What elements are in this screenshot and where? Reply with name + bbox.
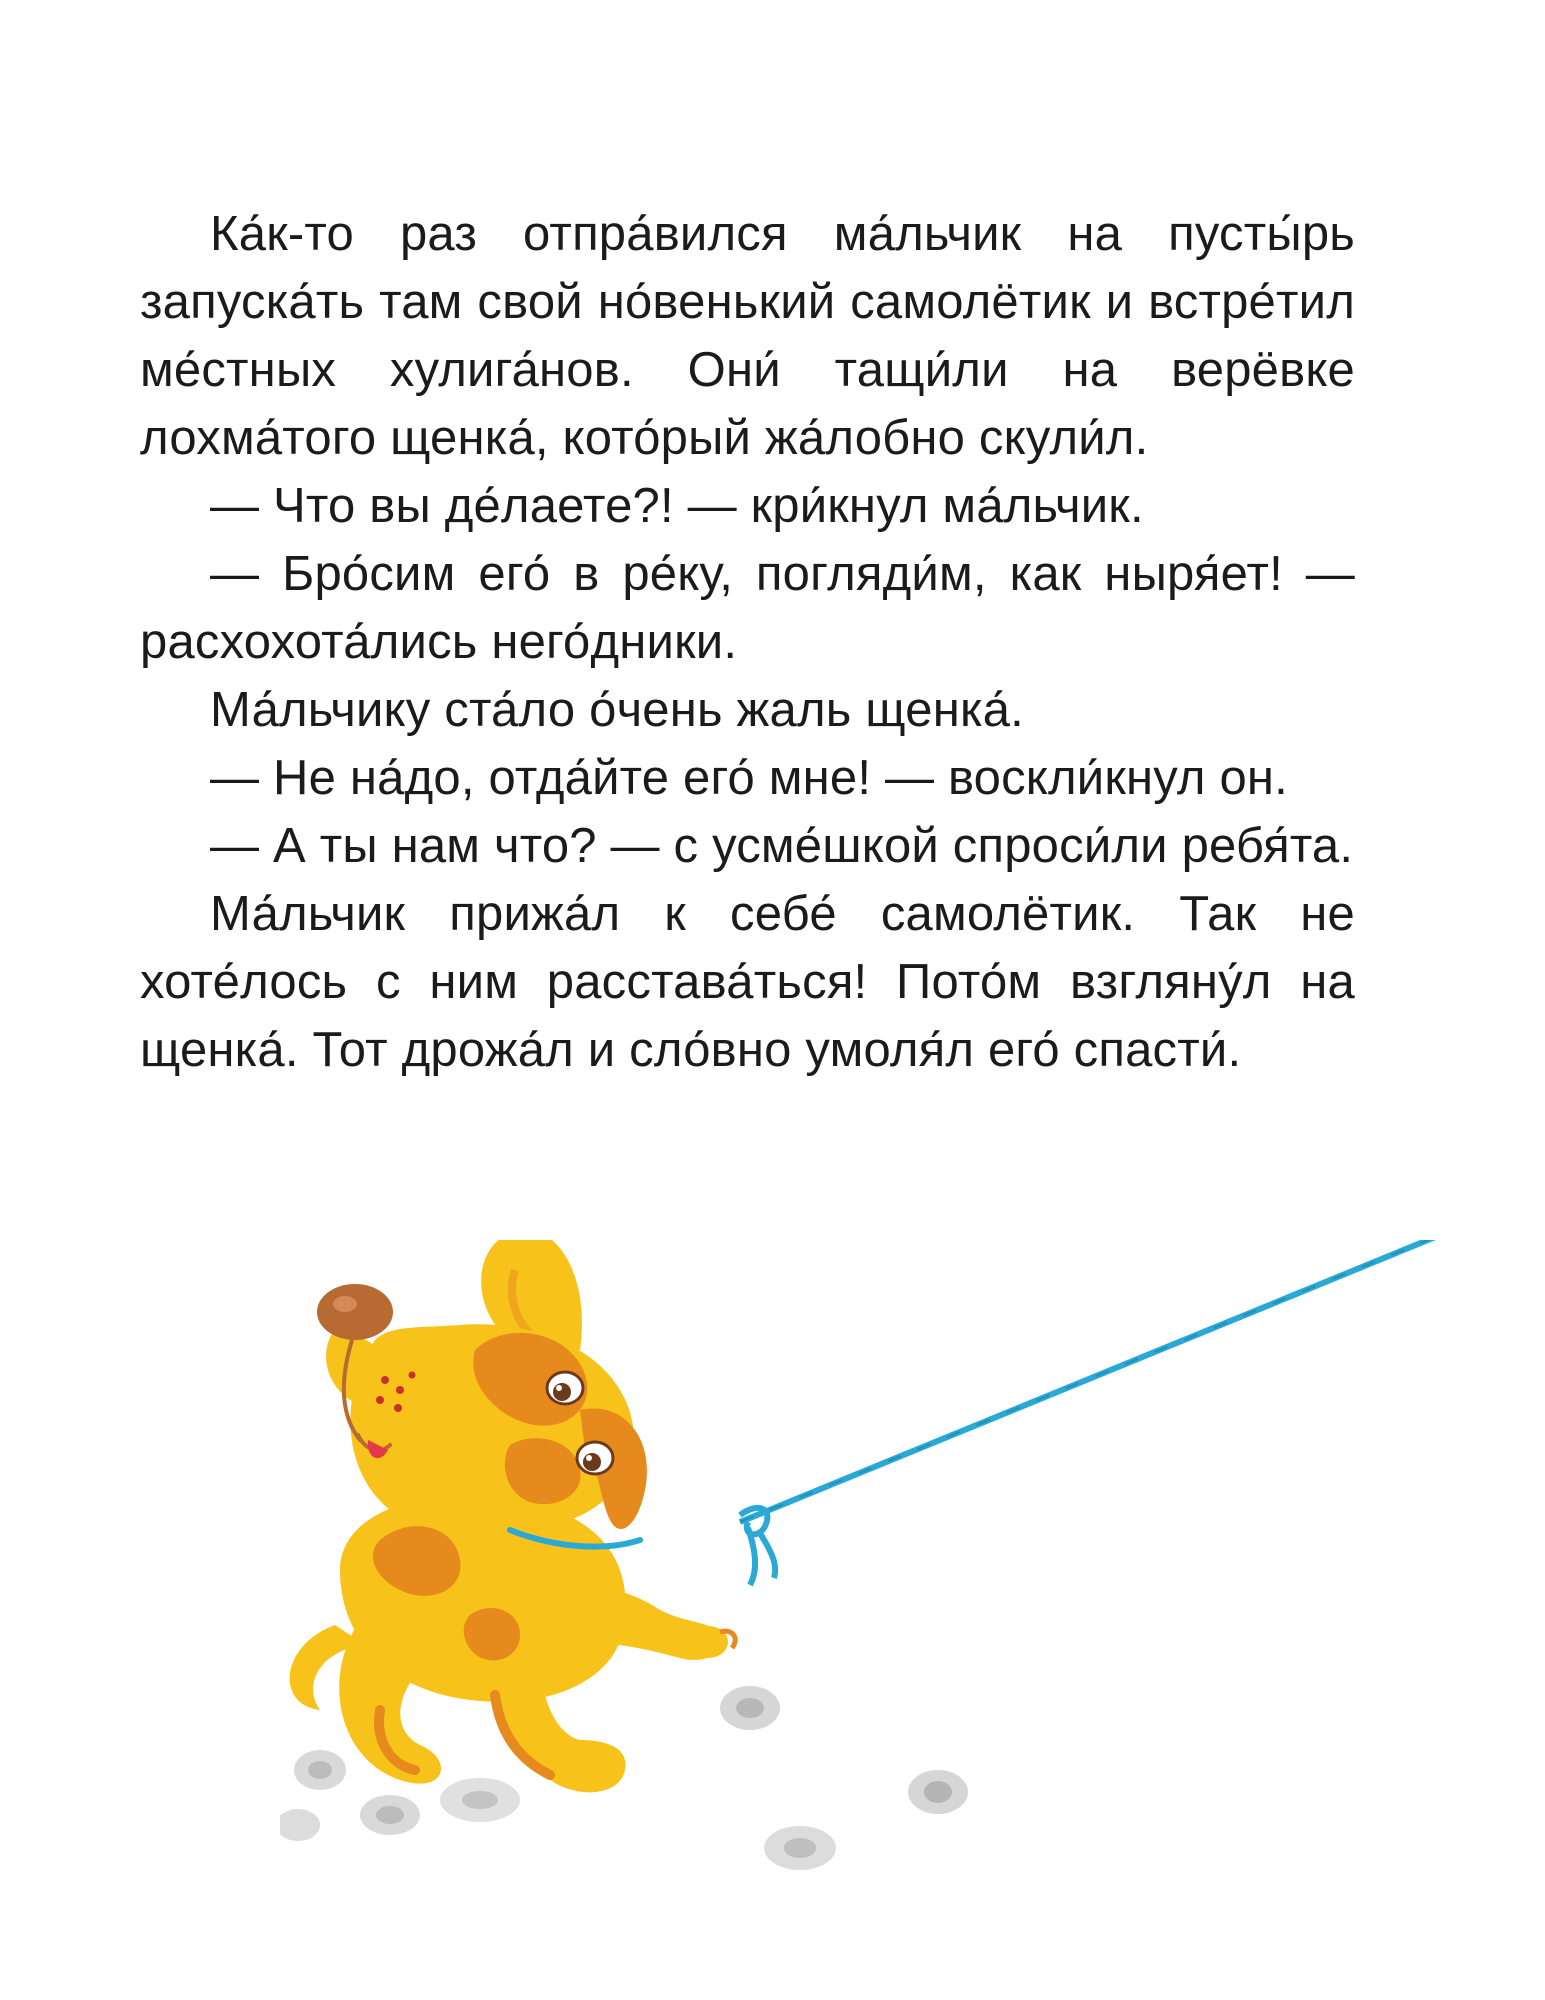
puppy-nose <box>317 1284 393 1340</box>
paragraph-3: — Бро́сим его́ в ре́ку, погляди́м, как ныря́ет! — расхохота́лись него́дники. <box>140 547 1355 669</box>
puppy-eye-right <box>577 1442 613 1474</box>
story-text <box>140 200 1355 1084</box>
paragraph-2: — Что вы де́лаете?! — кри́кнул ма́льчик. <box>210 479 1144 533</box>
leash <box>740 1240 1545 1585</box>
paragraph-4: Ма́льчику ста́ло о́чень жаль щенка́. <box>210 683 1024 737</box>
paragraph-7: Ма́льчик прижа́л к себе́ самолётик. Так не хоте́лось с ним расстава́ться! Пото́м взгляну́л на щенка́. Тот дрожа́л и сло́вно умоля́л его́ спасти́. <box>140 887 1355 1077</box>
paragraph-1: Ка́к-то раз отпра́вился ма́льчик на пусты́рь запуска́ть там свой но́венький самолётик и встре́тил ме́стных хулига́нов. Они́ тащи́ли на верёвке лохма́того щенка́, кото́рый жа́лобно скули́л. <box>140 207 1355 465</box>
paragraph-6: — А ты нам что? — с усме́шкой спроси́ли ребя́та. <box>210 819 1354 873</box>
puppy-illustration <box>280 1240 1545 1900</box>
puppy-drawing <box>280 1240 1545 1900</box>
paragraph-5: — Не на́до, отда́йте его́ мне! — воскли́кнул он. <box>210 751 1288 805</box>
puppy-eye-left <box>547 1372 583 1404</box>
